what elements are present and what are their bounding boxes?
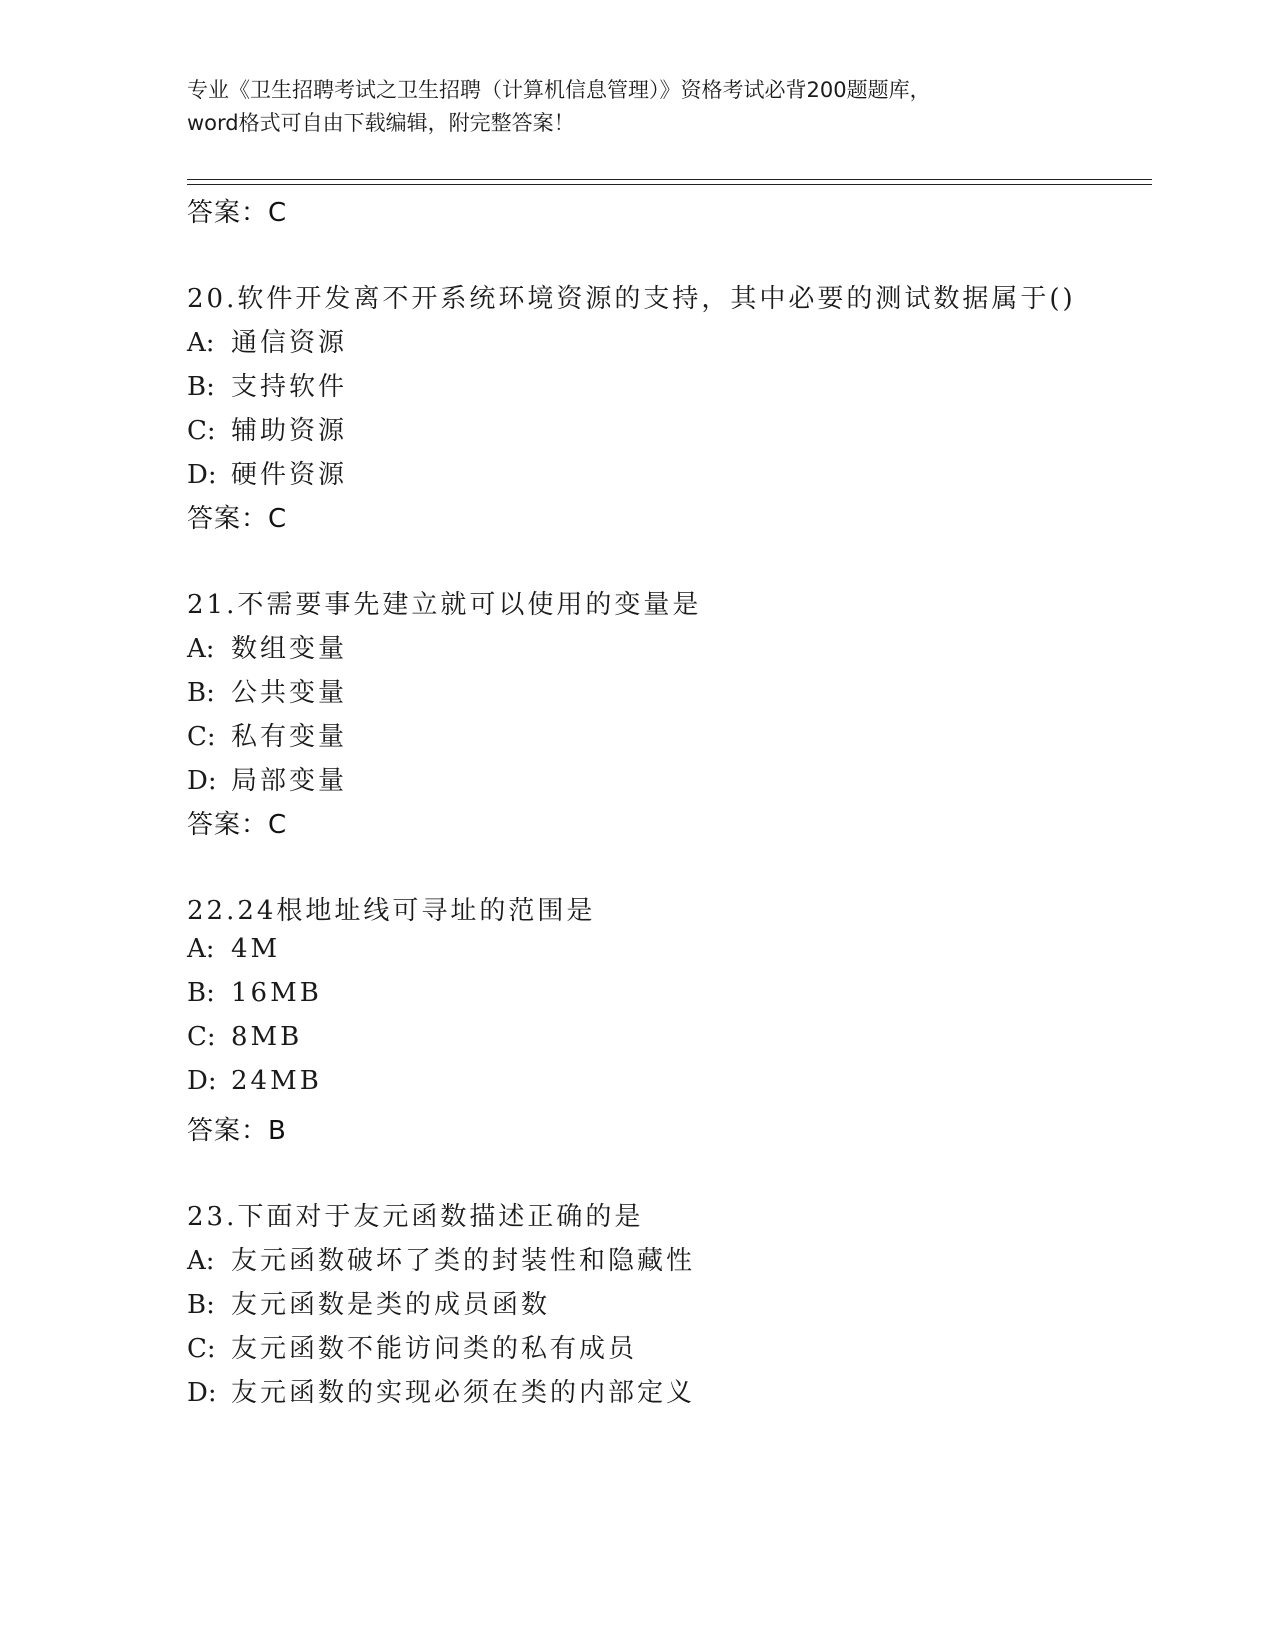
document-header: [187, 74, 1087, 140]
answer-line: 答案：C: [187, 504, 288, 534]
header-divider-top: [187, 179, 1152, 180]
option-text: 硬件资源: [231, 460, 348, 490]
option-d: [187, 454, 347, 491]
option-a: [187, 322, 347, 359]
option-letter: B:: [187, 978, 215, 1008]
option-letter: B:: [187, 372, 215, 402]
option-letter: B:: [187, 678, 215, 708]
option-c: [187, 1328, 637, 1365]
option-text: 8MB: [231, 1022, 303, 1052]
option-b: [187, 1284, 550, 1321]
option-d: [187, 1066, 322, 1096]
option-text: 友元函数不能访问类的私有成员: [231, 1334, 638, 1364]
option-letter: D:: [187, 1066, 217, 1096]
answer-line: 答案：C: [187, 810, 288, 840]
option-letter: C:: [187, 1022, 216, 1052]
question-20: 20.软件开发离不开系统环境资源的支持，其中必要的测试数据属于(): [187, 284, 1076, 314]
option-text: 友元函数是类的成员函数: [231, 1290, 551, 1320]
option-text: 支持软件: [231, 372, 348, 402]
option-letter: A:: [187, 634, 215, 664]
option-c: [187, 410, 347, 447]
header-title-line-1: 专业《卫生招聘考试之卫生招聘（计算机信息管理）》资格考试必背200题题库，: [187, 78, 931, 102]
option-letter: D:: [187, 460, 217, 490]
option-b: [187, 978, 322, 1008]
option-c: [187, 716, 347, 753]
option-text: 通信资源: [231, 328, 348, 358]
option-text: 公共变量: [231, 678, 348, 708]
option-text: 辅助资源: [231, 416, 348, 446]
option-text: 4M: [231, 934, 281, 964]
option-text: 友元函数破坏了类的封装性和隐藏性: [231, 1246, 696, 1276]
header-divider-bottom: [187, 184, 1152, 185]
option-letter: B:: [187, 1290, 215, 1320]
option-text: 友元函数的实现必须在类的内部定义: [231, 1378, 696, 1408]
option-letter: A:: [187, 934, 215, 964]
option-text: 24MB: [231, 1066, 322, 1096]
option-text: 数组变量: [231, 634, 348, 664]
option-c: [187, 1022, 302, 1052]
option-b: [187, 672, 347, 709]
option-a: [187, 1240, 695, 1277]
option-letter: C:: [187, 722, 216, 752]
answer-line: 答案：C: [187, 198, 288, 228]
option-letter: D:: [187, 766, 217, 796]
option-a: [187, 934, 280, 964]
option-text: 16MB: [231, 978, 322, 1008]
option-a: [187, 628, 347, 665]
header-title-line-2: word格式可自由下载编辑，附完整答案！: [187, 111, 575, 135]
question-21: 21.不需要事先建立就可以使用的变量是: [187, 590, 702, 620]
option-letter: C:: [187, 416, 216, 446]
option-letter: A:: [187, 1246, 215, 1276]
option-b: [187, 366, 347, 403]
option-letter: D:: [187, 1378, 217, 1408]
option-letter: C:: [187, 1334, 216, 1364]
question-22: 22.24根地址线可寻址的范围是: [187, 896, 596, 926]
option-d: [187, 760, 347, 797]
option-letter: A:: [187, 328, 215, 358]
question-23: 23.下面对于友元函数描述正确的是: [187, 1202, 644, 1232]
option-text: 局部变量: [231, 766, 348, 796]
answer-line: 答案：B: [187, 1116, 287, 1146]
option-d: [187, 1372, 695, 1409]
option-text: 私有变量: [231, 722, 348, 752]
